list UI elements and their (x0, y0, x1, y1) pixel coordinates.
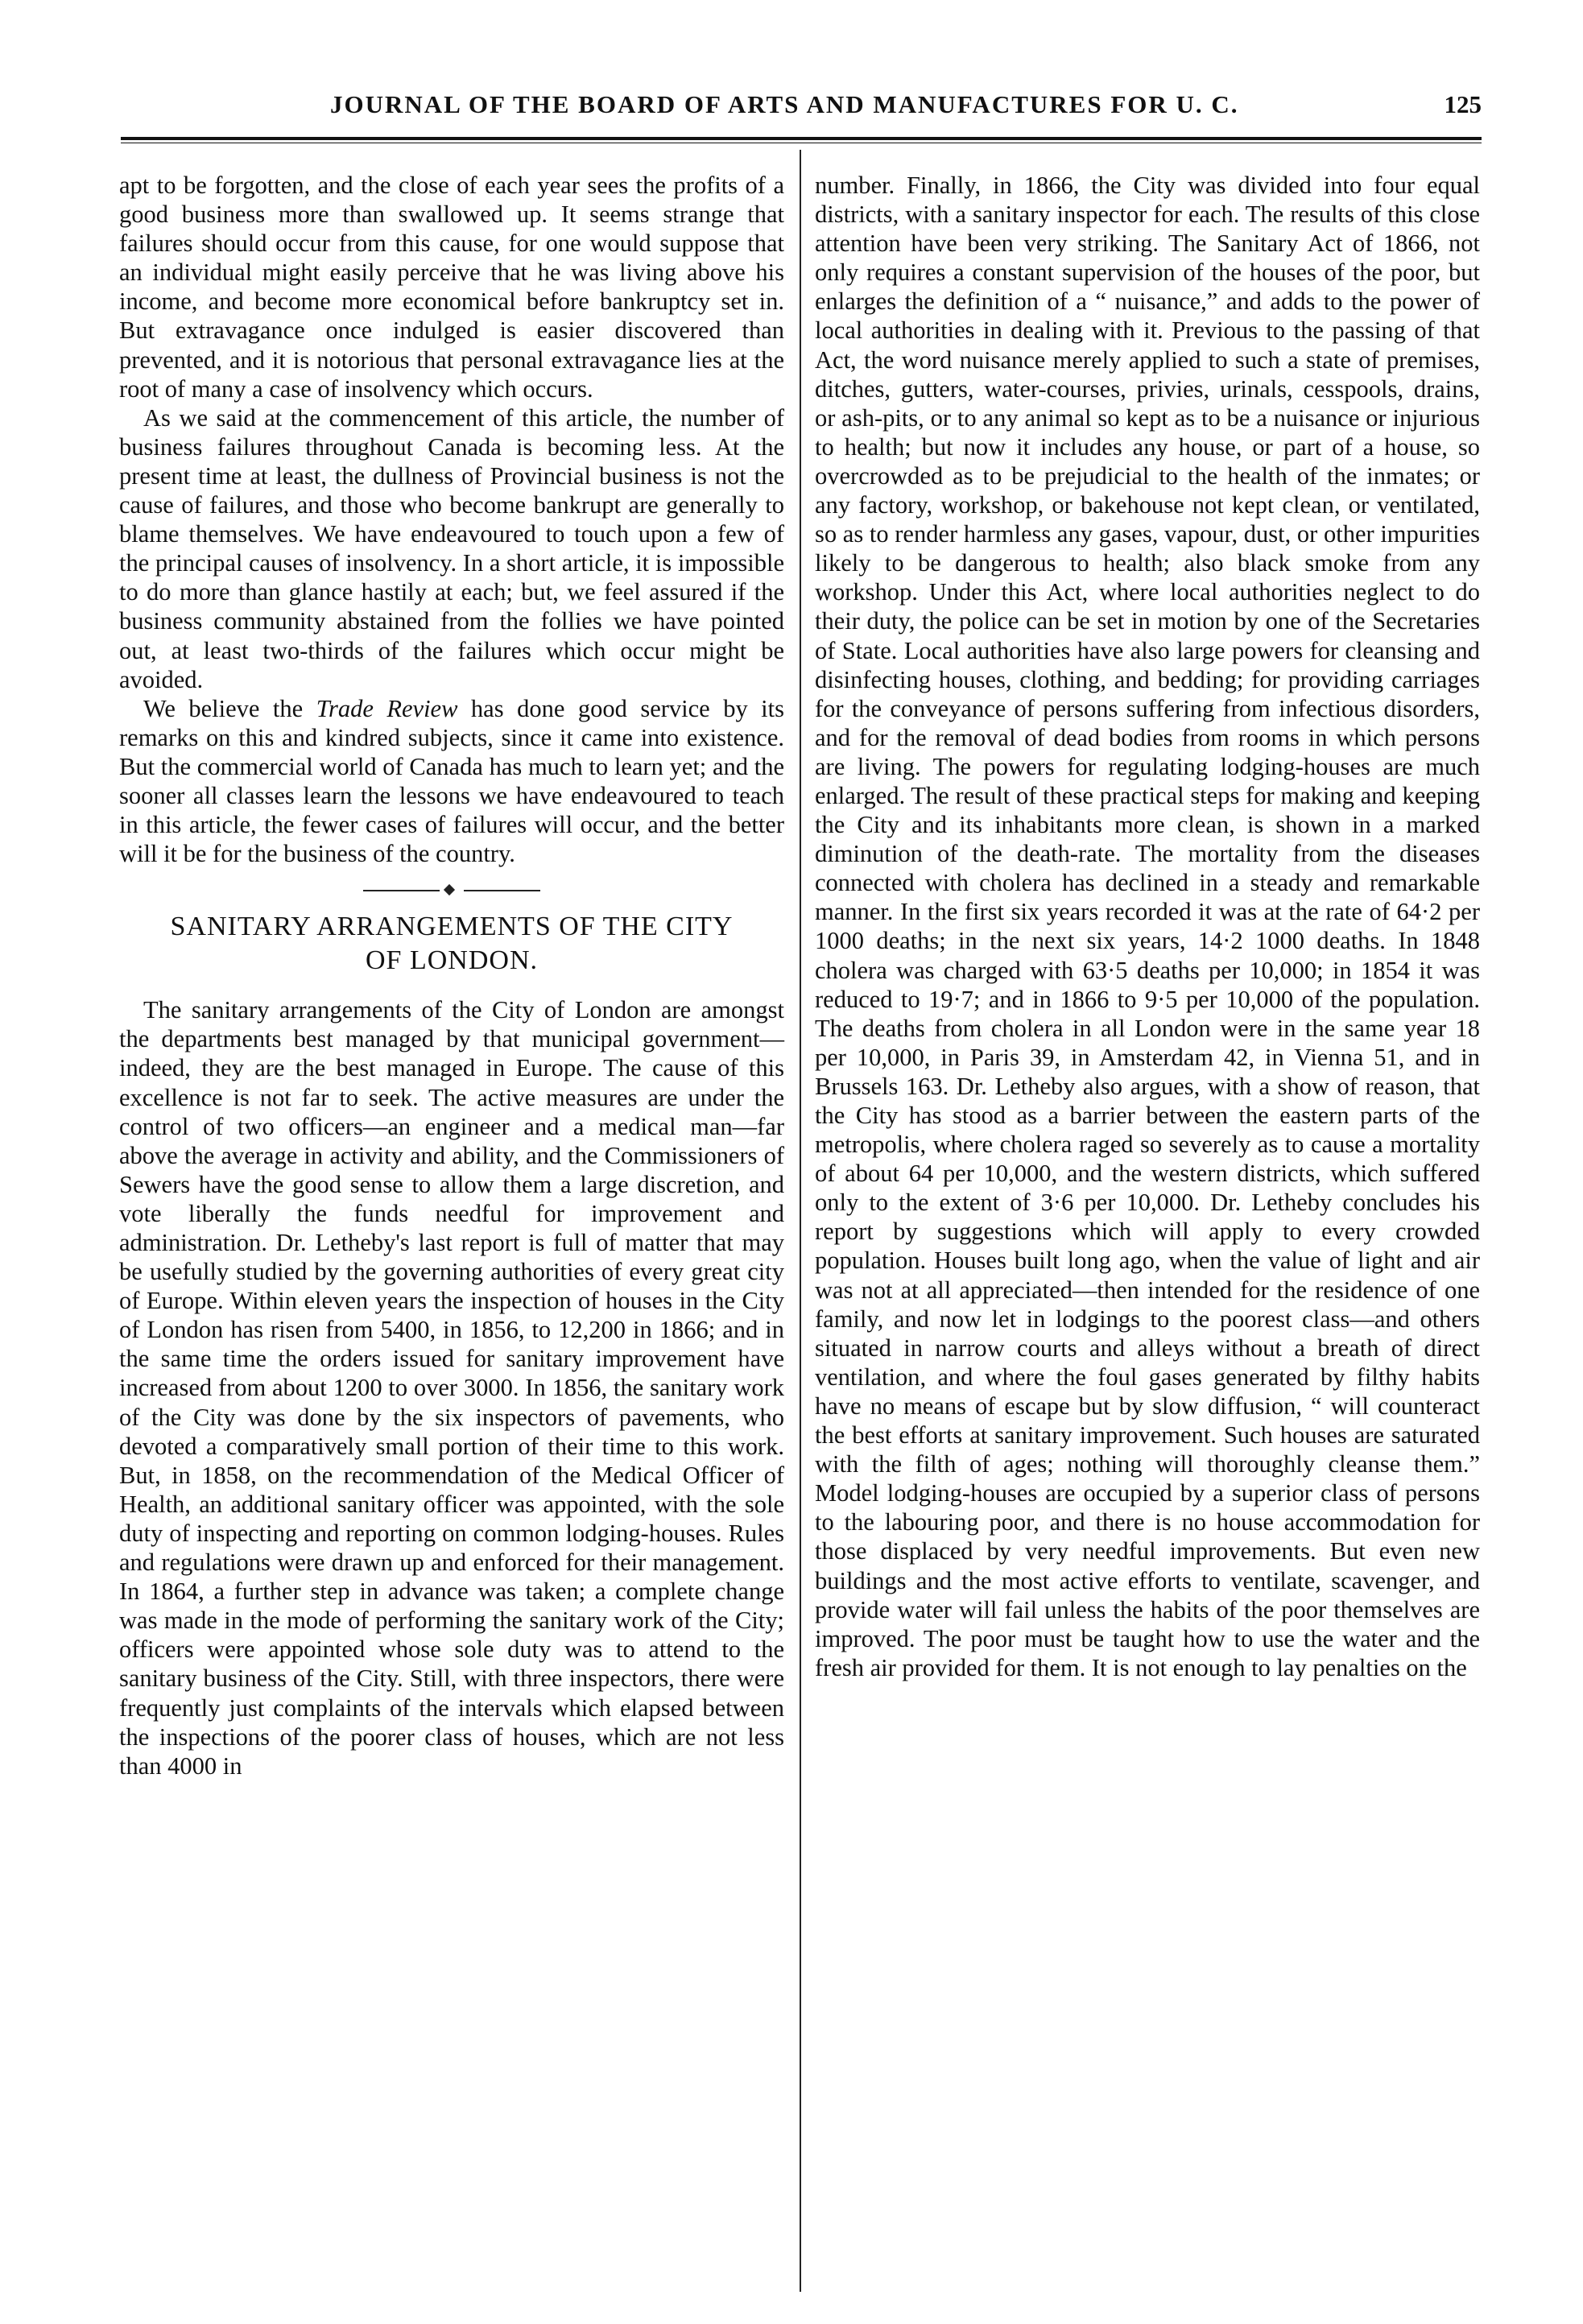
paragraph-text: We believe the (143, 694, 316, 722)
running-title: JOURNAL OF THE BOARD OF ARTS AND MANUFACTURES FOR U. C. (330, 90, 1239, 118)
header-rule (121, 137, 1482, 143)
article-title (119, 910, 784, 978)
article-title-line: SANITARY ARRANGEMENTS OF THE CITY (170, 912, 734, 942)
paragraph: As we said at the commencement of this article, the number of business failures throughout Canada is becoming less. At the present time at least, the dullness of Provincial business is not the cause of failures, and those who become bankrupt are generally to blame themselves. We have endeavoured to touch upon a few of the principal causes of insolvency. In a short article, it is impossible to do more than glance hastily at each; but, we feel assured if the business community abstained from the follies we have pointed out, at least two-thirds of the failures which occur might be avoided. (119, 403, 784, 693)
right-column (815, 171, 1480, 1682)
paragraph: apt to be forgotten, and the close of each year sees the profits of a good business more than swallowed up. It seems strange that failures should occur from this cause, for one would suppose that an individual might easily perceive that he was living above his income, and become more economical before bankruptcy set in. But extravagance once indulged is easier discovered than prevented, and it is notorious that personal extravagance lies at the root of many a case of insolvency which occurs. (119, 172, 784, 403)
paragraph: The sanitary arrangements of the City of London are amongst the departments best managed by that municipal government—indeed, they are the best managed in Europe. The cause of this excellence is not far to seek. The active measures are under the control of two officers—an engineer and a medical man—far above the average in activity and ability, and the Commissioners of Sewers have the good sense to allow them a large discretion, and vote liberally the funds needful for improvement and administration. Dr. Letheby's last report is full of matter that may be usefully studied by the governing authorities of every great city of Europe. Within eleven years the inspection of houses in the City of London has risen from 5400, in 1856, to 12,200 in 1866; and in the same time the orders issued for sanitary improvement have increased from about 1200 to over 3000. In 1856, the sanitary work of the City was done by the six inspectors of pavements, who devoted a comparatively small portion of their time to this work. But, in 1858, on the recommendation of the Medical Officer of Health, an additional sanitary officer was appointed, with the sole duty of inspecting and reporting on common lodging-houses. Rules and regulations were drawn up and enforced for their management. In 1864, a further step in advance was taken; a complete change was made in the mode of performing the sanitary work of the City; officers were appointed whose sole duty was to attend to the sanitary business of the City. Still, with three inspectors, there were frequently just complaints of the intervals which elapsed between the inspections of the poorer class of houses, which are not less than 4000 in (119, 996, 784, 1780)
paragraph (119, 694, 784, 869)
left-column (119, 171, 784, 1780)
page-number: 125 (1444, 90, 1482, 118)
italic-publication-title: Trade Review (316, 694, 458, 722)
page-header (121, 90, 1482, 132)
paragraph-text: has done good service by its remarks on this and kindred subjects, since it came into existence. But the commercial world of Canada has much to learn yet; and the sooner all classes learn the lessons we have endeavoured to teach in this article, the fewer cases of failures will occur, and the better will it be for the business of the country. (119, 694, 785, 868)
ornamental-separator (363, 886, 540, 895)
article-title-line: OF LONDON. (366, 945, 538, 976)
paragraph: number. Finally, in 1866, the City was divided into four equal districts, with a sanitary inspector for each. The results of this close attention have been very striking. The Sanitary Act of 1866, not only requires a constant supervision of the houses of the poor, but enlarges the definition of a “ nuisance,” and adds to the power of local authorities in dealing with it. Previous to the passing of that Act, the word nuisance merely applied to such a state of premises, ditches, gutters, water-courses, privies, urinals, cesspools, drains, or ash-pits, or to any animal so kept as to be a nuisance or injurious to health; but now it includes any house, or part of a house, so overcrowded as to be prejudicial to the health of the inmates; or any factory, workshop, or bakehouse not kept clean, or ventilated, so as to render harmless any gases, vapour, dust, or other impurities likely to be dangerous to health; also black smoke from any workshop. Under this Act, where local authorities neglect to do their duty, the police can be set in motion by one of the Secretaries of State. Local authorities have also large powers for cleansing and disinfecting houses, clothing, and bedding; for providing carriages for the conveyance of persons suffering from infectious disorders, and for the removal of dead bodies from rooms in which persons are living. The powers for regulating lodging-houses are much enlarged. The result of these practical steps for making and keeping the City and its inhabitants more clean, is shown in a marked diminution of the death-rate. The mortality from the diseases connected with cholera has declined in a steady and remarkable manner. In the first six years recorded it was at the rate of 64·2 per 1000 deaths; in the next six years, 14·2 1000 deaths. In 1848 cholera was charged with 63·5 deaths per 10,000; in 1854 it was reduced to 19·7; and in 1866 to 9·5 per 10,000 of the population. The deaths from cholera in all London were in the same year 18 per 10,000, in Paris 39, in Amsterdam 42, in Vienna 51, and in Brussels 163. Dr. Letheby also argues, with a show of reason, that the City has stood as a barrier between the eastern parts of the metropolis, where cholera raged so severely as to cause a mortality of about 64 per 10,000, and the western districts, which suffered only to the extent of 3·6 per 10,000. Dr. Letheby concludes his report by suggestions which will apply to every crowded population. Houses built long ago, when the value of light and air was not at all appreciated—then intended for the residence of one family, and now let in lodgings to the poorest class—and others situated in narrow courts and alleys without a breath of direct ventilation, and where the foul gases generated by filthy habits have no means of escape but by slow diffusion, “ will counteract the best efforts at sanitary improvement. Such houses are saturated with the filth of ages; nothing will thoroughly cleanse them.” Model lodging-houses are occupied by a superior class of persons to the labouring poor, and there is no house accommodation for those displaced by very needful improvements. But even new buildings and the most active efforts to ventilate, scavenger, and provide water will fail unless the habits of the poor themselves are improved. The poor must be taught how to use the water and the fresh air provided for them. It is not enough to lay penalties on the (815, 172, 1480, 1681)
column-divider (800, 150, 801, 2292)
